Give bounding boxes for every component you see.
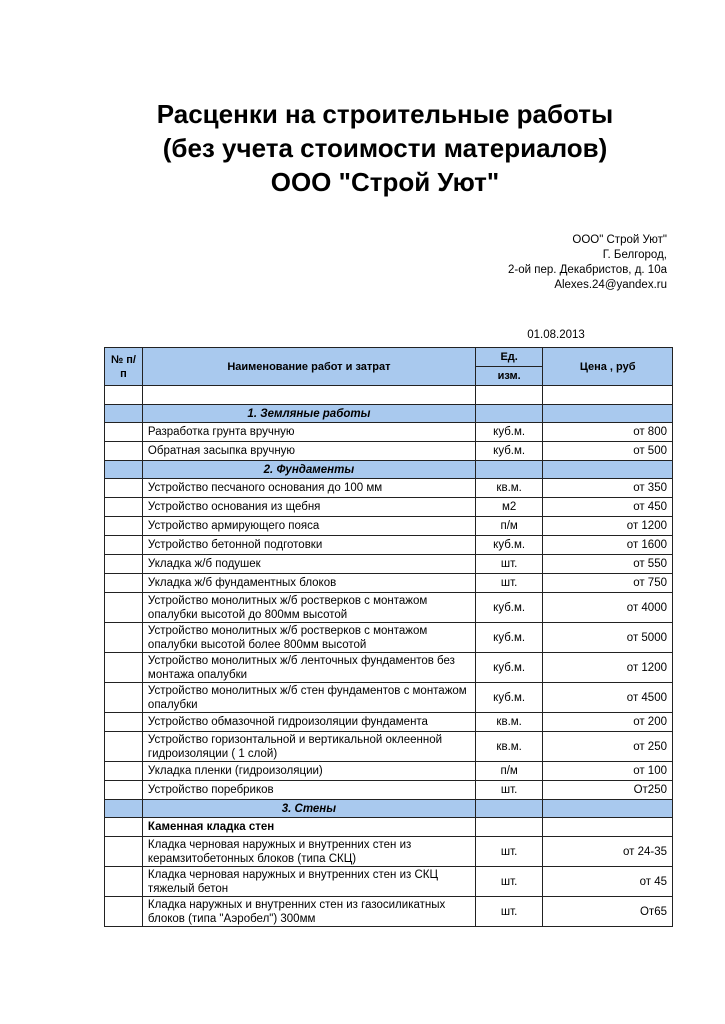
work-name: Устройство обмазочной гидроизоляции фундамента — [142, 713, 475, 732]
unit: куб.м. — [475, 623, 542, 653]
table-row — [105, 653, 673, 683]
header-unit-top: Ед. — [475, 348, 542, 367]
price: от 750 — [543, 574, 673, 593]
company-name: ООО" Строй Уют" — [572, 234, 667, 246]
table-row — [105, 517, 673, 536]
work-name: Разработка грунта вручную — [142, 423, 475, 442]
unit: кв.м. — [475, 713, 542, 732]
price: от 350 — [543, 479, 673, 498]
unit: кв.м. — [475, 479, 542, 498]
price: от 1600 — [543, 536, 673, 555]
unit: шт. — [475, 867, 542, 897]
subsection-title: Каменная кладка стен — [142, 818, 475, 837]
spacer-row — [105, 386, 673, 405]
table-row — [105, 574, 673, 593]
work-name: Обратная засыпка вручную — [142, 442, 475, 461]
header-name: Наименование работ и затрат — [142, 348, 475, 386]
header-num: № п/п — [105, 348, 143, 386]
price: от 450 — [543, 498, 673, 517]
work-name: Устройство монолитных ж/б ростверков с монтажом опалубки высотой более 800мм высотой — [142, 623, 475, 653]
work-name: Кладка черновая наружных и внутренних стен из керамзитобетонных блоков (типа СКЦ) — [142, 837, 475, 867]
table-row — [105, 781, 673, 800]
section-row — [105, 461, 673, 479]
work-name: Устройство основания из щебня — [142, 498, 475, 517]
table-row — [105, 713, 673, 732]
work-name: Устройство монолитных ж/б стен фундаментов с монтажом опалубки — [142, 683, 475, 713]
price: От250 — [543, 781, 673, 800]
table-row — [105, 498, 673, 517]
table-row — [105, 479, 673, 498]
document-title — [100, 97, 670, 199]
price-table — [104, 347, 673, 927]
work-name: Кладка наружных и внутренних стен из газосиликатных блоков (типа "Аэробел") 300мм — [142, 897, 475, 927]
table-row — [105, 623, 673, 653]
title-line-2: (без учета стоимости материалов) — [162, 133, 608, 163]
unit: шт. — [475, 837, 542, 867]
price: от 45 — [543, 867, 673, 897]
price: от 250 — [543, 732, 673, 762]
unit: п/м — [475, 762, 542, 781]
unit: куб.м. — [475, 683, 542, 713]
price: от 550 — [543, 555, 673, 574]
table-row — [105, 593, 673, 623]
table-row — [105, 555, 673, 574]
unit: шт. — [475, 897, 542, 927]
table-row — [105, 683, 673, 713]
company-city: Г. Белгород, — [602, 249, 667, 261]
price: от 5000 — [543, 623, 673, 653]
unit: шт. — [475, 781, 542, 800]
work-name: Устройство армирующего пояса — [142, 517, 475, 536]
price: от 4500 — [543, 683, 673, 713]
table-row — [105, 897, 673, 927]
price: от 4000 — [543, 593, 673, 623]
header-unit-bottom: изм. — [475, 367, 542, 386]
work-name: Кладка черновая наружных и внутренних стен из СКЦ тяжелый бетон — [142, 867, 475, 897]
price: от 500 — [543, 442, 673, 461]
table-row — [105, 536, 673, 555]
price: От65 — [543, 897, 673, 927]
table-row — [105, 762, 673, 781]
price: от 1200 — [543, 517, 673, 536]
work-name: Укладка ж/б фундаментных блоков — [142, 574, 475, 593]
table-row — [105, 867, 673, 897]
unit: п/м — [475, 517, 542, 536]
section-row — [105, 800, 673, 818]
price: от 100 — [543, 762, 673, 781]
section-title: 1. Земляные работы — [142, 405, 475, 423]
price: от 24-35 — [543, 837, 673, 867]
work-name: Устройство песчаного основания до 100 мм — [142, 479, 475, 498]
price: от 800 — [543, 423, 673, 442]
table-row — [105, 732, 673, 762]
table-body — [105, 386, 673, 927]
unit: куб.м. — [475, 536, 542, 555]
unit: куб.м. — [475, 593, 542, 623]
subsection-row — [105, 818, 673, 837]
header-price: Цена , руб — [543, 348, 673, 386]
document-date: 01.08.2013 — [527, 329, 585, 341]
table-row — [105, 837, 673, 867]
unit: шт. — [475, 574, 542, 593]
work-name: Укладка пленки (гидроизоляции) — [142, 762, 475, 781]
company-address: 2-ой пер. Декабристов, д. 10а — [508, 264, 667, 276]
section-title: 2. Фундаменты — [142, 461, 475, 479]
work-name: Устройство бетонной подготовки — [142, 536, 475, 555]
unit: шт. — [475, 555, 542, 574]
unit: куб.м. — [475, 442, 542, 461]
price: от 200 — [543, 713, 673, 732]
unit: куб.м. — [475, 653, 542, 683]
work-name: Устройство монолитных ж/б ростверков с монтажом опалубки высотой до 800мм высотой — [142, 593, 475, 623]
work-name: Устройство поребриков — [142, 781, 475, 800]
section-title: 3. Стены — [142, 800, 475, 818]
section-row — [105, 405, 673, 423]
company-info — [407, 233, 667, 293]
title-line-3: ООО "Строй Уют" — [270, 167, 500, 197]
work-name: Устройство горизонтальной и вертикальной оклеенной гидроизоляции ( 1 слой) — [142, 732, 475, 762]
company-email: Alexes.24@yandex.ru — [554, 279, 667, 291]
unit: м2 — [475, 498, 542, 517]
title-line-1: Расценки на строительные работы — [156, 99, 614, 129]
unit: куб.м. — [475, 423, 542, 442]
table-row — [105, 423, 673, 442]
table-row — [105, 442, 673, 461]
price: от 1200 — [543, 653, 673, 683]
work-name: Устройство монолитных ж/б ленточных фундаментов без монтажа опалубки — [142, 653, 475, 683]
work-name: Укладка ж/б подушек — [142, 555, 475, 574]
unit: кв.м. — [475, 732, 542, 762]
